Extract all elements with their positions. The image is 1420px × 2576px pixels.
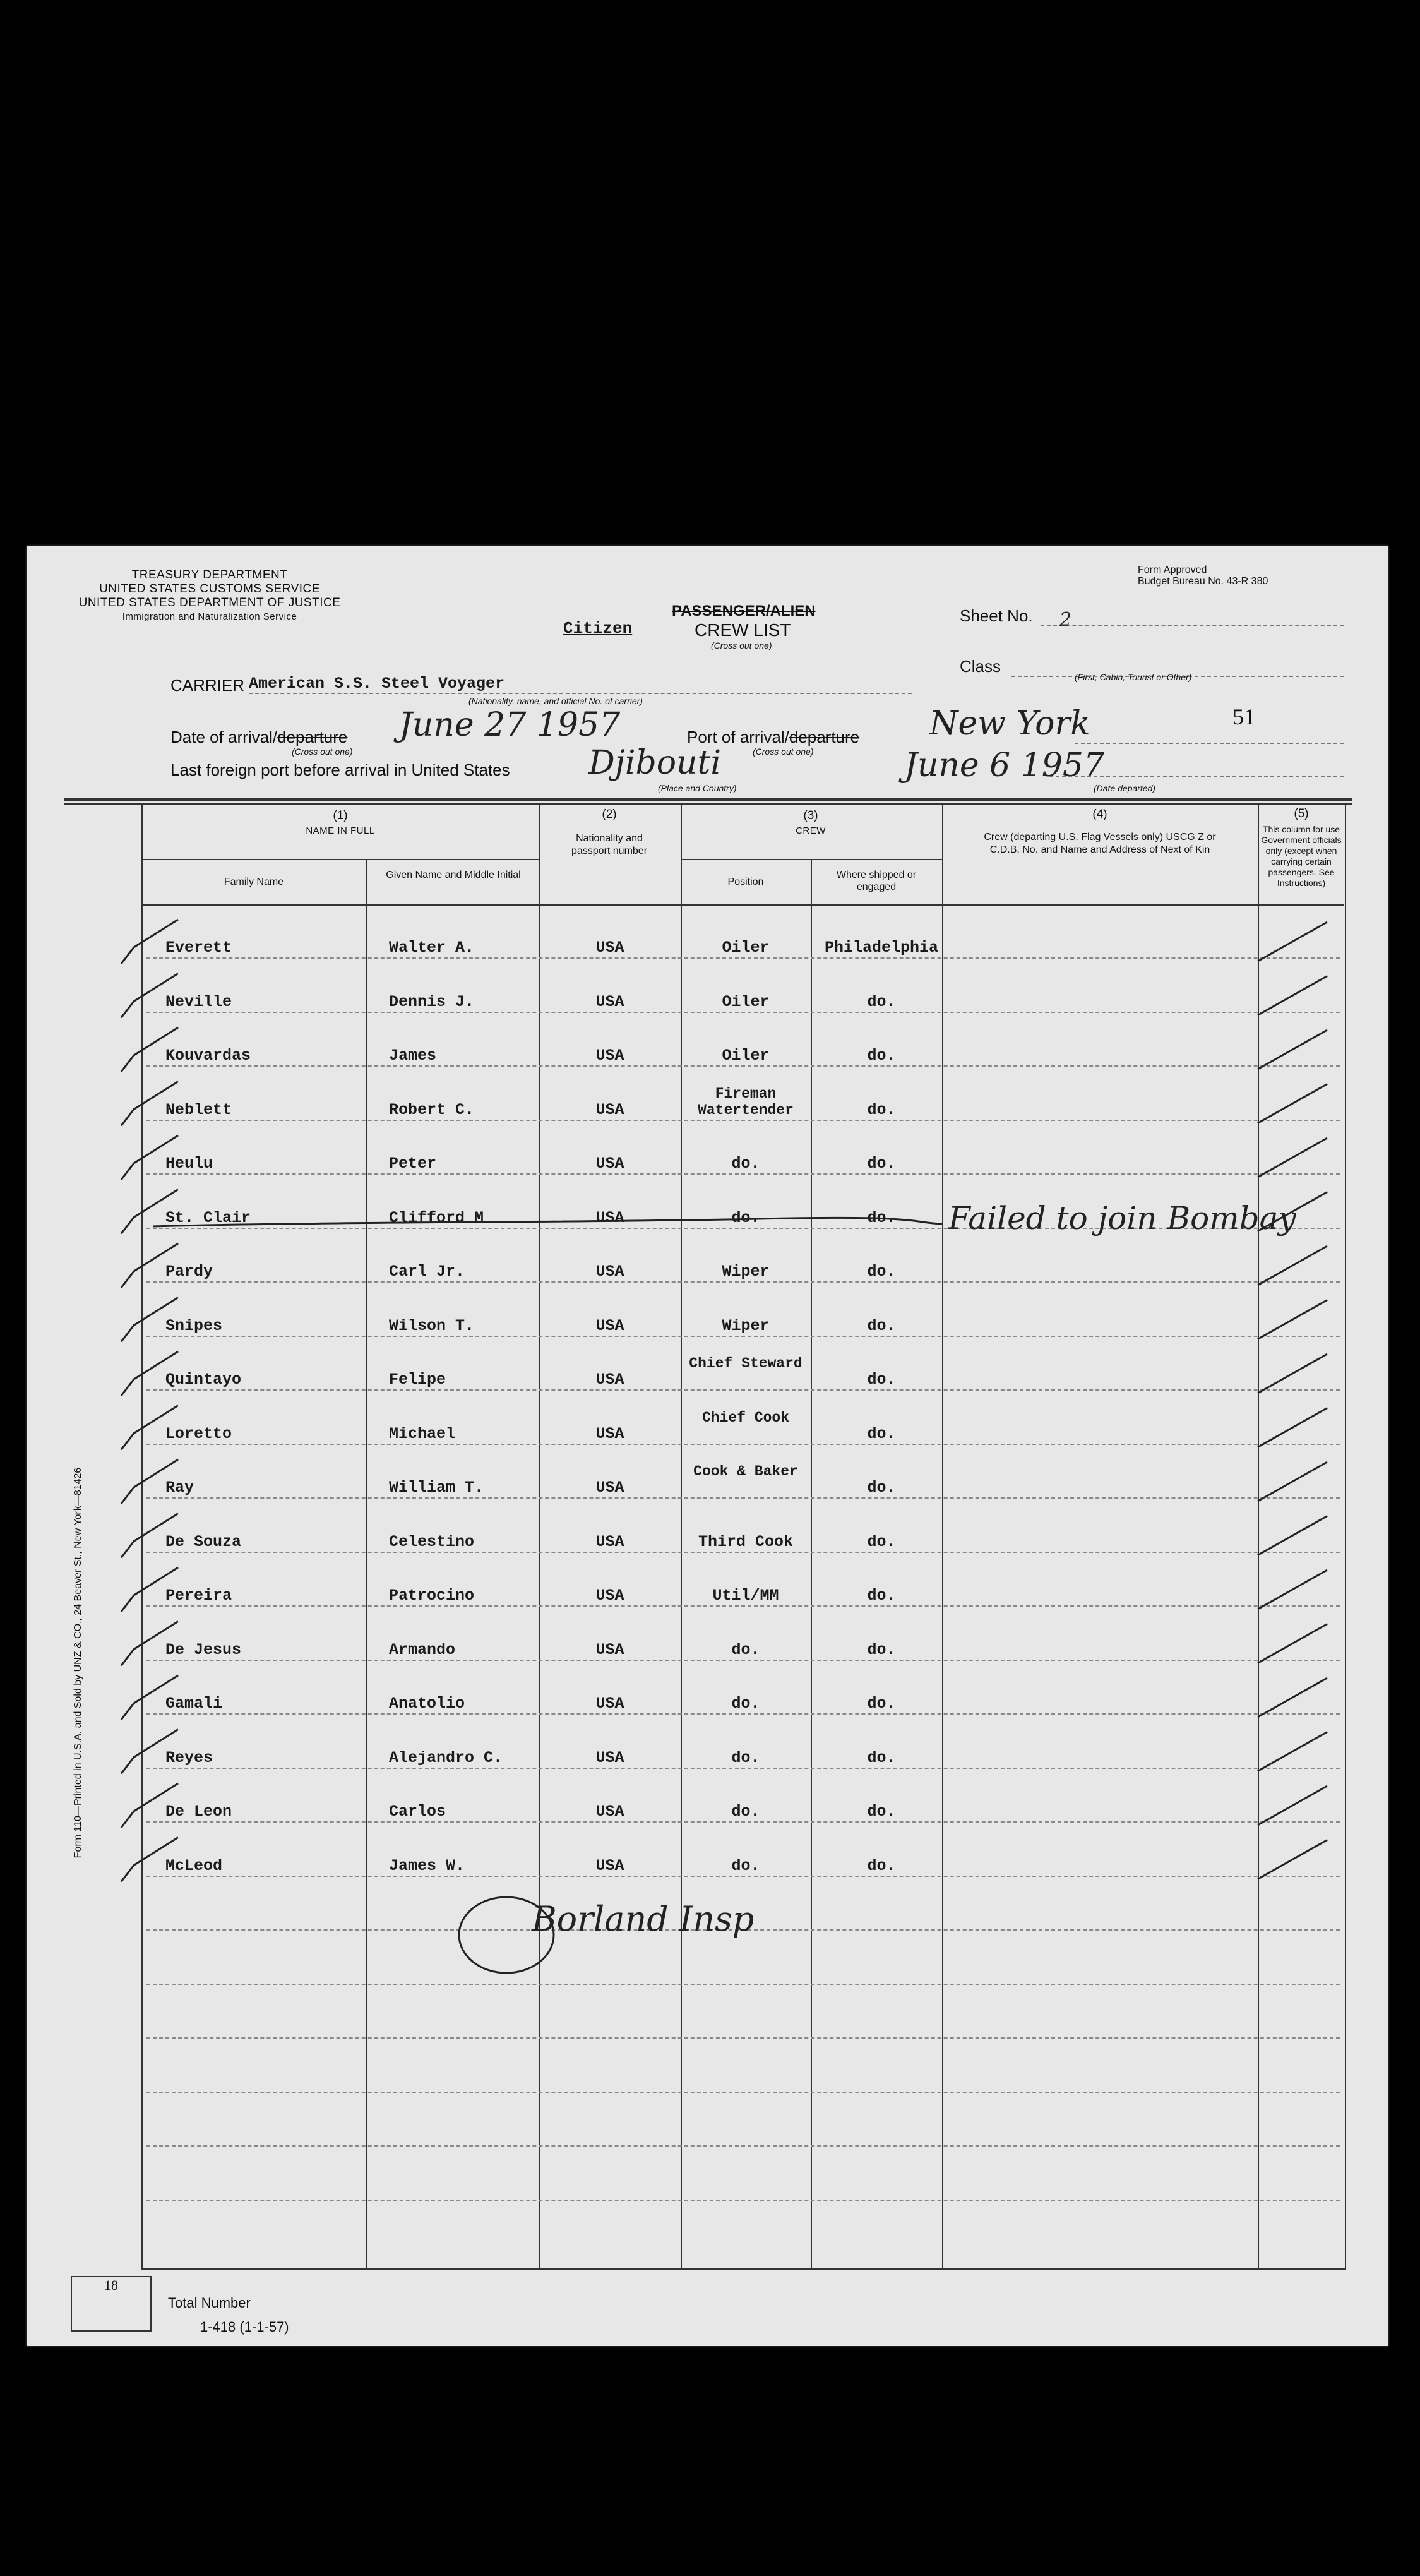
cell-position: do. bbox=[731, 1694, 760, 1713]
cell-shipped: do. bbox=[867, 1748, 896, 1767]
shipped-header: Where shipped or engaged bbox=[836, 870, 917, 892]
cell-shipped: do. bbox=[867, 1424, 896, 1443]
col2-number: (2) bbox=[602, 808, 617, 821]
cell-given: Wilson T. bbox=[389, 1316, 475, 1335]
cell-position: Util/MM bbox=[712, 1586, 779, 1605]
last-port-date-handwritten: June 6 1957 bbox=[904, 746, 1105, 784]
cell-nat: USA bbox=[595, 992, 624, 1011]
cell-nat: USA bbox=[595, 1748, 624, 1767]
col4-title: Crew (departing U.S. Flag Vessels only) USCG Z or C.D.B. No. and Name and Address of Next of Kin bbox=[984, 832, 1216, 855]
cell-given: Alejandro C. bbox=[389, 1748, 503, 1767]
total-number-box bbox=[71, 2276, 152, 2332]
cell-nat: USA bbox=[595, 1424, 624, 1443]
port-arrival-handwritten: New York bbox=[929, 705, 1090, 743]
cell-family: St. Clair bbox=[165, 1208, 251, 1227]
inspector-signature: Borland Insp bbox=[532, 1899, 755, 1939]
total-number-label: Total Number bbox=[168, 2295, 251, 2311]
date-cross-hint: (Cross out one) bbox=[292, 746, 353, 757]
cell-family: Heulu bbox=[165, 1154, 213, 1173]
cell-shipped: do. bbox=[867, 1046, 896, 1065]
cell-shipped: do. bbox=[867, 1370, 896, 1389]
cell-nat: USA bbox=[595, 1370, 624, 1389]
cell-position: Oiler bbox=[722, 1046, 770, 1065]
cell-shipped: do. bbox=[867, 1856, 896, 1875]
budget-bureau: Budget Bureau No. 43-R 380 bbox=[1138, 576, 1268, 587]
cell-given: Peter bbox=[389, 1154, 437, 1173]
sheet-number: 2 bbox=[1059, 609, 1072, 631]
dept-line: UNITED STATES DEPARTMENT OF JUSTICE bbox=[78, 596, 341, 609]
cell-shipped: do. bbox=[867, 1262, 896, 1281]
carrier-label: CARRIER bbox=[170, 676, 245, 695]
cell-shipped: Philadelphia bbox=[824, 938, 939, 957]
col3-title: CREW bbox=[796, 825, 826, 836]
cell-given: Anatolio bbox=[389, 1694, 465, 1713]
cell-given: Robert C. bbox=[389, 1100, 475, 1119]
cell-given: Celestino bbox=[389, 1532, 475, 1551]
carrier-value: American S.S. Steel Voyager bbox=[249, 674, 912, 694]
cell-position: Oiler bbox=[722, 992, 770, 1011]
stamp-number: 51 bbox=[1232, 704, 1255, 729]
cell-family: Gamali bbox=[165, 1694, 223, 1713]
cell-nat: USA bbox=[595, 1532, 624, 1551]
crew-list-title: CREW LIST bbox=[695, 620, 791, 640]
cell-given: Felipe bbox=[389, 1370, 446, 1389]
cell-shipped: do. bbox=[867, 1478, 896, 1497]
given-name-header: Given Name and Middle Initial bbox=[386, 870, 521, 880]
cell-position: do. bbox=[731, 1154, 760, 1173]
class-label: Class bbox=[960, 657, 1001, 676]
form-approved: Form Approved bbox=[1138, 565, 1207, 575]
cell-given: Dennis J. bbox=[389, 992, 475, 1011]
failed-to-join-annotation: Failed to join Bombay bbox=[948, 1200, 1296, 1237]
port-arrival-label: Port of arrival/ bbox=[687, 728, 789, 746]
cell-family: Snipes bbox=[165, 1316, 223, 1335]
arrival-date-handwritten: June 27 1957 bbox=[399, 706, 621, 744]
cell-nat: USA bbox=[595, 1586, 624, 1605]
col3-number: (3) bbox=[803, 809, 818, 822]
place-hint: (Place and Country) bbox=[658, 783, 737, 793]
cell-position: Chief Steward bbox=[689, 1355, 802, 1372]
col5-title: This column for use Government officials only (except when carrying certain passengers. See Instructions) bbox=[1261, 824, 1342, 888]
date-arrival-label: Date of arrival/ bbox=[170, 728, 278, 746]
cell-given: Armando bbox=[389, 1640, 456, 1659]
dept-line: UNITED STATES CUSTOMS SERVICE bbox=[99, 582, 320, 596]
cell-family: De Jesus bbox=[165, 1640, 242, 1659]
printer-side-note: Form 110—Printed in U.S.A. and Sold by UNZ & CO., 24 Beaver St., New York—81426 bbox=[73, 1467, 83, 1859]
cell-shipped: do. bbox=[867, 1532, 896, 1551]
cell-family: De Leon bbox=[165, 1802, 232, 1821]
cell-position: Cook & Baker bbox=[693, 1463, 798, 1480]
cell-family: Loretto bbox=[165, 1424, 232, 1443]
family-name-header: Family Name bbox=[224, 877, 284, 887]
cell-nat: USA bbox=[595, 1802, 624, 1821]
cell-nat: USA bbox=[595, 1262, 624, 1281]
crew-list-form bbox=[27, 546, 1388, 2346]
cell-shipped: do. bbox=[867, 992, 896, 1011]
cell-given: Carl Jr. bbox=[389, 1262, 465, 1281]
dept-line: TREASURY DEPARTMENT bbox=[131, 568, 288, 582]
cell-given: Carlos bbox=[389, 1802, 446, 1821]
cell-family: Neville bbox=[165, 992, 232, 1011]
cell-family: De Souza bbox=[165, 1532, 242, 1551]
last-port-label: Last foreign port before arrival in United States bbox=[170, 760, 510, 779]
cell-family: Kouvardas bbox=[165, 1046, 251, 1065]
cell-shipped: do. bbox=[867, 1586, 896, 1605]
cell-given: James bbox=[389, 1046, 437, 1065]
cell-shipped: do. bbox=[867, 1208, 896, 1227]
cell-position: do. bbox=[731, 1802, 760, 1821]
port-departure-struck: departure bbox=[789, 728, 860, 746]
date-departed-hint: (Date departed) bbox=[1094, 783, 1156, 793]
markings-layer bbox=[27, 546, 1388, 2346]
cell-given: William T. bbox=[389, 1478, 484, 1497]
carrier-hint: (Nationality, name, and official No. of carrier) bbox=[468, 696, 643, 706]
cell-given: Patrocino bbox=[389, 1586, 475, 1605]
cell-given: Michael bbox=[389, 1424, 456, 1443]
cross-out-hint: (Cross out one) bbox=[711, 640, 772, 650]
col4-number: (4) bbox=[1092, 808, 1107, 821]
cell-family: Reyes bbox=[165, 1748, 213, 1767]
cell-family: Pereira bbox=[165, 1586, 232, 1605]
passenger-struck: PASSENGER/ALIEN bbox=[672, 602, 816, 620]
cell-given: James W. bbox=[389, 1856, 465, 1875]
cell-position: Oiler bbox=[722, 938, 770, 957]
cell-family: Everett bbox=[165, 938, 232, 957]
cell-nat: USA bbox=[595, 1856, 624, 1875]
cell-family: Ray bbox=[165, 1478, 194, 1497]
cell-shipped: do. bbox=[867, 1100, 896, 1119]
cell-position: Third Cook bbox=[698, 1532, 794, 1551]
col5-number: (5) bbox=[1294, 807, 1309, 820]
departure-struck: departure bbox=[277, 728, 348, 746]
cell-family: Pardy bbox=[165, 1262, 213, 1281]
form-code: 1-418 (1-1-57) bbox=[200, 2319, 289, 2335]
cell-position: Chief Cook bbox=[701, 1409, 790, 1426]
cell-family: McLeod bbox=[165, 1856, 223, 1875]
cell-nat: USA bbox=[595, 1046, 624, 1065]
cell-position: do. bbox=[731, 1748, 760, 1767]
col1-number: (1) bbox=[333, 809, 348, 822]
sheet-label: Sheet No. bbox=[960, 606, 1033, 625]
port-cross-hint: (Cross out one) bbox=[753, 746, 814, 757]
cell-nat: USA bbox=[595, 1694, 624, 1713]
cell-position: do. bbox=[731, 1640, 760, 1659]
cell-shipped: do. bbox=[867, 1640, 896, 1659]
cell-position: Wiper bbox=[722, 1316, 770, 1335]
cell-position: do. bbox=[731, 1856, 760, 1875]
cell-shipped: do. bbox=[867, 1316, 896, 1335]
cell-nat: USA bbox=[595, 1154, 624, 1173]
cell-shipped: do. bbox=[867, 1154, 896, 1173]
cell-nat: USA bbox=[595, 1100, 624, 1119]
cell-family: Neblett bbox=[165, 1100, 232, 1119]
cell-position: Fireman Watertender bbox=[698, 1085, 794, 1118]
cell-shipped: do. bbox=[867, 1694, 896, 1713]
col1-title: NAME IN FULL bbox=[306, 825, 375, 836]
cell-position: Wiper bbox=[722, 1262, 770, 1281]
last-port-handwritten: Djibouti bbox=[588, 744, 722, 782]
cell-given: Clifford M bbox=[389, 1208, 484, 1227]
strike-line bbox=[153, 1218, 942, 1226]
citizen-label: Citizen bbox=[563, 619, 633, 638]
cell-nat: USA bbox=[595, 1640, 624, 1659]
class-hint: (First, Cabin, Tourist or Other) bbox=[1075, 672, 1192, 682]
cell-nat: USA bbox=[595, 938, 624, 957]
cell-position: do. bbox=[731, 1208, 760, 1227]
cell-family: Quintayo bbox=[165, 1370, 242, 1389]
cell-nat: USA bbox=[595, 1208, 624, 1227]
cell-nat: USA bbox=[595, 1316, 624, 1335]
position-header: Position bbox=[727, 877, 764, 887]
cell-shipped: do. bbox=[867, 1802, 896, 1821]
dept-line: Immigration and Naturalization Service bbox=[122, 611, 297, 622]
cell-given: Walter A. bbox=[389, 938, 475, 957]
col2-title: Nationality and passport number bbox=[571, 833, 648, 856]
cell-nat: USA bbox=[595, 1478, 624, 1497]
total-number-value: 18 bbox=[104, 2277, 118, 2293]
